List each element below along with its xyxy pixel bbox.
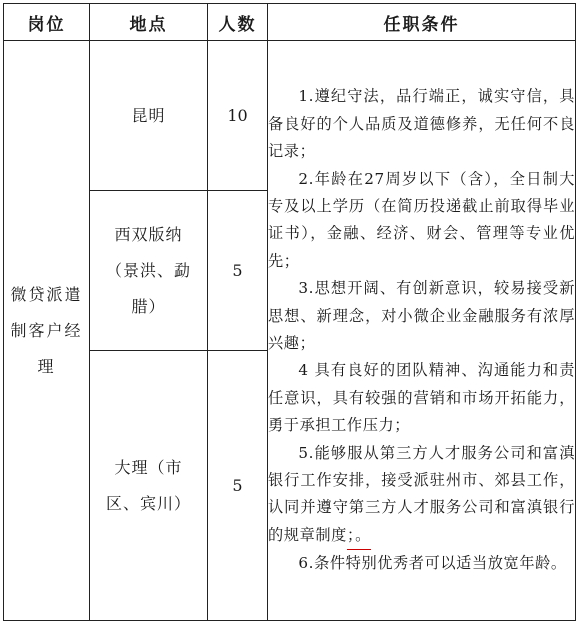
header-position: 岗位 — [4, 4, 90, 41]
requirement-5-text: 5.能够服从第三方人才服务公司和富滇银行工作安排，接受派驻州市、郊县工作，认同并遵守第三方人才服务公司和富滇银行的规章制度 — [268, 443, 575, 544]
position-cell: 微贷派遣制客户经理 — [4, 41, 90, 621]
count-cell-kunming: 10 — [208, 41, 268, 191]
requirement-1: 1.遵纪守法，品行端正，诚实守信，具备良好的个人品质及道德修养，无任何不良记录； — [268, 87, 575, 161]
requirement-2: 2.年龄在27周岁以下（含），全日制大专及以上学历（在简历投递截止前取得毕业证书），金融、经济、财会、管理等专业优先； — [268, 169, 575, 270]
table-row — [4, 41, 576, 191]
requirements-cell — [268, 41, 576, 621]
header-count: 人数 — [208, 4, 268, 41]
count-cell-dali: 5 — [208, 351, 268, 621]
job-requirements-table — [3, 3, 576, 621]
requirement-5-revision-mark: ；。 — [347, 522, 371, 550]
location-cell-xishuangbanna: 西双版纳（景洪、勐腊） — [90, 191, 208, 351]
requirement-6: 6.条件特别优秀者可以适当放宽年龄。 — [298, 554, 567, 573]
requirement-3: 3.思想开阔、有创新意识，较易接受新思想、新理念，对小微企业金融服务有浓厚兴趣； — [268, 279, 575, 352]
header-location: 地点 — [90, 4, 208, 41]
requirement-4: 4 具有良好的团队精神、沟通能力和责任意识，具有较强的营销和市场开拓能力，勇于承担工作压力； — [268, 361, 575, 435]
table-header-row — [4, 4, 576, 41]
location-cell-dali: 大理（市区、宾川） — [90, 351, 208, 621]
header-requirements: 任职条件 — [268, 4, 576, 41]
location-cell-kunming: 昆明 — [90, 41, 208, 191]
requirement-5 — [268, 440, 575, 551]
count-cell-xishuangbanna: 5 — [208, 191, 268, 351]
